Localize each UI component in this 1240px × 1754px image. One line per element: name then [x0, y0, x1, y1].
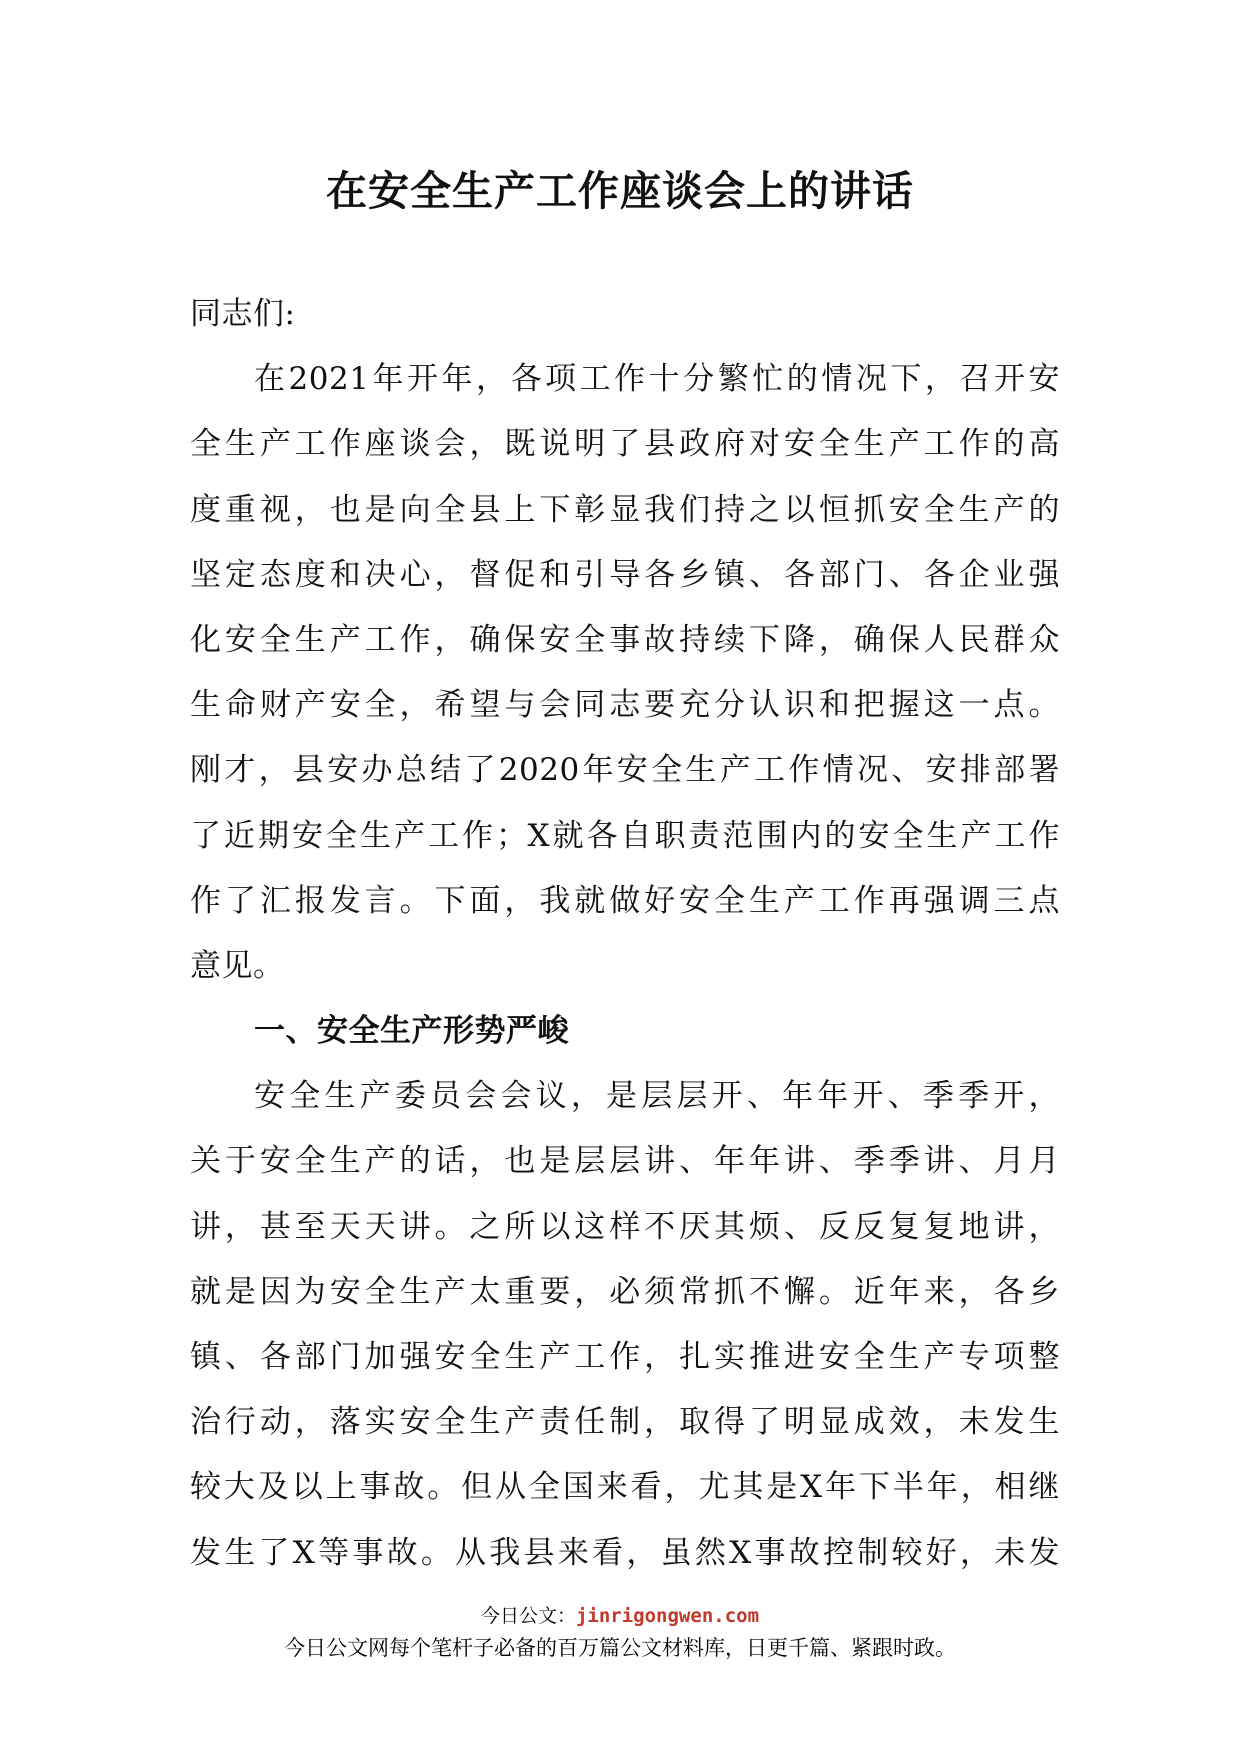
body-text-line: 全生产工作座谈会，既说明了县政府对安全生产工作的高 [190, 426, 1060, 463]
body-text-line: 意见。 [190, 947, 285, 984]
body-text-line: 作了汇报发言。下面，我就做好安全生产工作再强调三点 [190, 882, 1060, 919]
body-text-line: 生命财产安全，希望与会同志要充分认识和把握这一点。 [190, 687, 1060, 724]
body-text-line: 较大及以上事故。但从全国来看，尤其是X年下半年，相继 [190, 1469, 1060, 1506]
body-text-line: 坚定态度和决心，督促和引导各乡镇、各部门、各企业强 [190, 556, 1060, 593]
body-text-line: 在2021年开年，各项工作十分繁忙的情况下，召开安 [254, 361, 1060, 398]
body-text-line: 镇、各部门加强安全生产工作，扎实推进安全生产专项整 [190, 1339, 1060, 1375]
body-text-line: 讲，甚至天天讲。之所以这样不厌其烦、反反复复地讲， [190, 1208, 1060, 1245]
footer-site-link[interactable]: jinrigongwen.com [575, 1605, 760, 1627]
document-title: 在安全生产工作座谈会上的讲话 [326, 167, 914, 215]
body-text-line: 度重视，也是向全县上下彰显我们持之以恒抓安全生产的 [190, 491, 1060, 528]
section-heading: 一、安全生产形势严峻 [254, 1013, 569, 1050]
body-text-line: 了近期安全生产工作；X就各自职责范围内的安全生产工作 [190, 817, 1060, 854]
document-body [190, 287, 1060, 1591]
body-text-line: 就是因为安全生产太重要，必须常抓不懈。近年来，各乡 [190, 1273, 1060, 1310]
body-text-line: 关于安全生产的话，也是层层讲、年年讲、季季讲、月月 [190, 1143, 1060, 1180]
body-text-line: 刚才，县安办总结了2020年安全生产工作情况、安排部署 [190, 752, 1060, 789]
footer-site-label: 今日公文： [480, 1605, 576, 1627]
body-text-line: 发生了X等事故。从我县来看，虽然X事故控制较好，未发 [190, 1534, 1060, 1571]
footer-slogan: 今日公文网每个笔杆子必备的百万篇公文材料库，日更千篇、紧跟时政。 [284, 1636, 956, 1660]
body-text-line: 安全生产委员会会议，是层层开、年年开、季季开， [254, 1078, 1060, 1115]
footer-site [0, 1601, 1240, 1628]
body-text-line: 治行动，落实安全生产责任制，取得了明显成效，未发生 [190, 1404, 1060, 1441]
body-text-line: 化安全生产工作，确保安全事故持续下降，确保人民群众 [190, 621, 1060, 658]
body-text-line: 同志们: [190, 296, 296, 332]
